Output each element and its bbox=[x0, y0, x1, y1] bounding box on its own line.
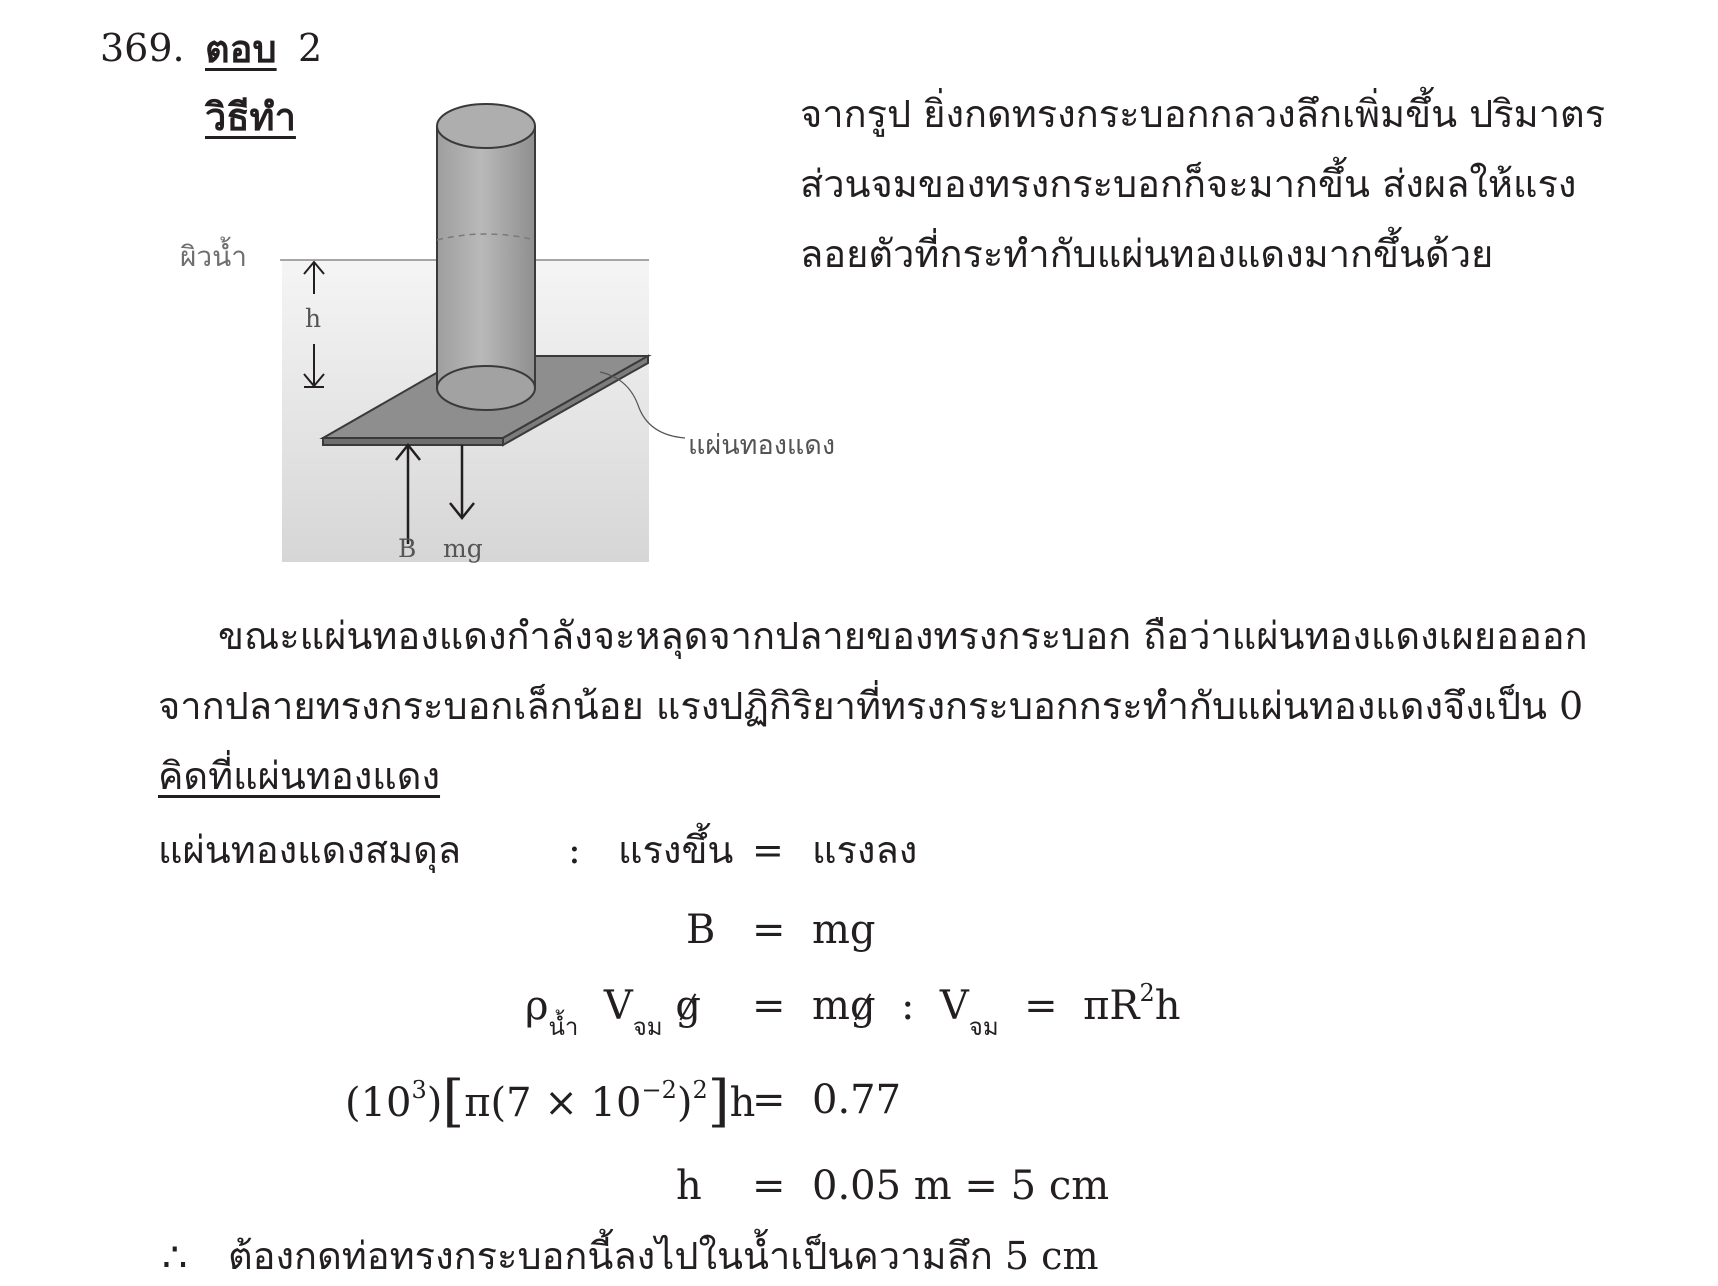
volume-symbol: V bbox=[603, 983, 633, 1029]
rho-subscript: น้ำ bbox=[548, 1013, 579, 1041]
step4-rhs: 0.77 bbox=[812, 1077, 902, 1123]
paragraph-line-2: จากปลายทรงกระบอกเล็กน้อย แรงปฏิกิริยาที่ทรงกระบอกกระทำกับแผ่นทองแดงจึงเป็น 0 bbox=[158, 684, 1584, 728]
step4-lhs bbox=[345, 1069, 756, 1134]
step4-equals: = bbox=[752, 1077, 786, 1123]
equilibrium-rhs: แรงลง bbox=[812, 828, 918, 872]
step5-equals: = bbox=[752, 1163, 786, 1209]
equilibrium-equals: = bbox=[752, 828, 784, 872]
intro-line-3: ลอยตัวที่กระทำกับแผ่นทองแดงมากขึ้นด้วย bbox=[800, 232, 1494, 276]
step4-term-c: π(7 × 10 bbox=[464, 1080, 642, 1126]
volume-subscript: จม bbox=[632, 1013, 663, 1041]
rho-symbol: ρ bbox=[525, 983, 549, 1029]
left-bracket: [ bbox=[442, 1069, 465, 1134]
cylinder-top-rim bbox=[437, 104, 535, 148]
step4-exp-minus2: −2 bbox=[641, 1076, 677, 1104]
equilibrium-colon: : bbox=[568, 828, 581, 872]
step3-colon: : bbox=[900, 983, 915, 1029]
cylinder-bottom-rim bbox=[437, 366, 535, 410]
mass-symbol: m bbox=[812, 983, 850, 1029]
volume-symbol-2: V bbox=[939, 983, 969, 1029]
step4-h: h bbox=[729, 1080, 756, 1126]
buoyancy-figure bbox=[180, 100, 860, 570]
step4-exp-2: 2 bbox=[692, 1076, 708, 1104]
step4-term-a: (10 bbox=[345, 1080, 412, 1126]
step4-close-paren: ) bbox=[426, 1080, 443, 1126]
right-bracket: ] bbox=[707, 1069, 730, 1134]
question-number: 369. bbox=[100, 26, 185, 70]
step2-rhs: mg bbox=[812, 907, 876, 953]
volume-subscript-2: จม bbox=[968, 1013, 999, 1041]
intro-line-2: ส่วนจมของทรงกระบอกก็จะมากขึ้น ส่งผลให้แรง bbox=[800, 162, 1577, 206]
step3-lhs bbox=[525, 983, 701, 1041]
cylinder-body bbox=[437, 126, 535, 388]
step2-lhs: B bbox=[686, 907, 716, 953]
method-label: วิธีทำ bbox=[205, 94, 296, 139]
plate-label: แผ่นทองแดง bbox=[688, 430, 835, 461]
height-symbol: h bbox=[1154, 983, 1181, 1029]
step4-term-d: ) bbox=[676, 1080, 693, 1126]
step3-rhs bbox=[812, 979, 1181, 1041]
depth-label: h bbox=[305, 304, 322, 333]
consider-label: คิดที่แผ่นทองแดง bbox=[158, 754, 441, 798]
step5-lhs: h bbox=[676, 1163, 702, 1209]
cancelled-g-left: g bbox=[675, 983, 701, 1029]
conclusion-text: ต้องกดท่อทรงกระบอกนี้ลงไปในน้ำเป็นความลึก 5 cm bbox=[228, 1234, 1099, 1278]
step3-equals: = bbox=[752, 983, 786, 1029]
water-surface-label: ผิวน้ำ bbox=[180, 240, 247, 273]
square-exponent: 2 bbox=[1139, 979, 1155, 1007]
answer-value: 2 bbox=[298, 26, 323, 70]
step2-equals: = bbox=[752, 907, 786, 953]
force-up-label: B bbox=[398, 534, 417, 563]
equilibrium-label: แผ่นทองแดงสมดุล bbox=[158, 828, 462, 872]
step3-equals-2: = bbox=[1024, 983, 1058, 1029]
force-down-label: mg bbox=[443, 534, 483, 563]
pi-r: πR bbox=[1083, 983, 1140, 1029]
paragraph-line-1: ขณะแผ่นทองแดงกำลังจะหลุดจากปลายของทรงกระบอก ถือว่าแผ่นทองแดงเผยอออก bbox=[218, 614, 1588, 658]
answer-label: ตอบ bbox=[205, 26, 277, 71]
equilibrium-lhs: แรงขึ้น bbox=[618, 828, 734, 872]
intro-line-1: จากรูป ยิ่งกดทรงกระบอกกลวงลึกเพิ่มขึ้น ปริมาตร bbox=[800, 92, 1606, 136]
step5-rhs: 0.05 m = 5 cm bbox=[812, 1163, 1110, 1209]
step4-exp-3: 3 bbox=[411, 1076, 427, 1104]
cancelled-g-right: g bbox=[849, 983, 876, 1029]
therefore-symbol: ∴ bbox=[162, 1235, 188, 1281]
cylinder-plate-diagram bbox=[180, 100, 860, 570]
